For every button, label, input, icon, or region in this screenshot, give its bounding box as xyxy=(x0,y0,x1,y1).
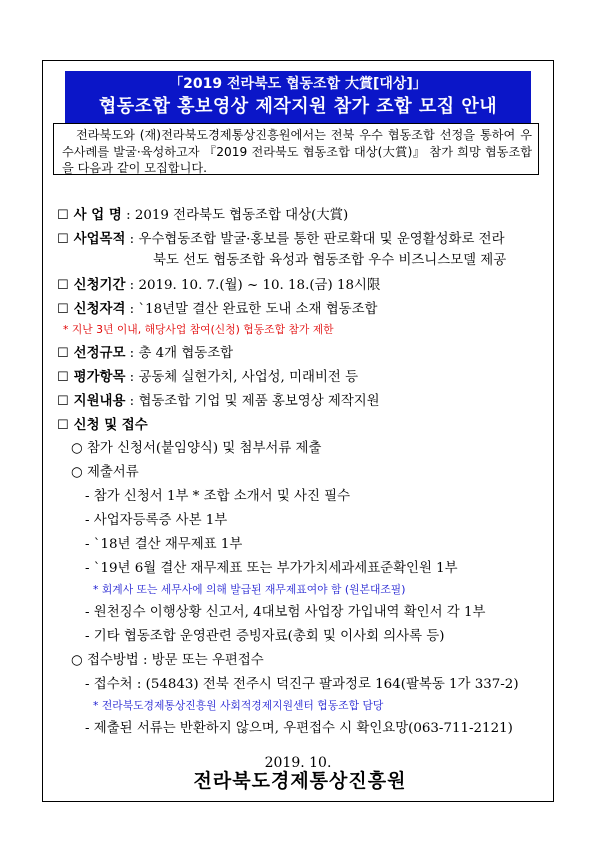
item-apply xyxy=(57,415,148,436)
return-note: - 제출된 서류는 반환하지 않으며, 우편접수 시 확인요망(063-711-2121) xyxy=(85,721,513,736)
doc-item: - `18년 결산 재무제표 1부 xyxy=(85,537,243,552)
doc-item: - 원천징수 이행상황 신고서, 4대보험 사업장 가입내역 확인서 각 1부 xyxy=(85,605,486,620)
qualification-note: * 지난 3년 이내, 해당사업 참여(신청) 협동조합 참가 제한 xyxy=(63,323,334,336)
item-qualification xyxy=(57,299,378,320)
item-value: : 공동체 실현가치, 사업성, 미래비전 등 xyxy=(129,370,359,385)
doc-item: - `19년 6월 결산 재무제표 또는 부가가치세과세표준확인원 1부 xyxy=(85,561,458,576)
item-period xyxy=(57,275,380,296)
item-label: 신청자격 xyxy=(73,301,126,317)
title-line-1: 「2019 전라북도 협동조합 大賞[대상]」 xyxy=(169,76,427,92)
checkbox-icon: ☐ xyxy=(57,302,69,317)
item-purpose xyxy=(57,229,505,250)
item-label: 사 업 명 xyxy=(73,207,122,223)
submission-address: - 접수처 : (54843) 전북 전주시 덕진구 팔과정로 164(팔복동 1가 337-2) xyxy=(85,677,519,692)
item-scale xyxy=(57,343,233,364)
item-criteria xyxy=(57,367,358,388)
checkbox-icon: ☐ xyxy=(57,370,69,385)
doc-item: - 참가 신청서 1부 * 조합 소개서 및 사진 필수 xyxy=(85,489,351,504)
apply-sub-1: ○ 참가 신청서(붙임양식) 및 첨부서류 제출 xyxy=(71,441,322,456)
doc-item: - 사업자등록증 사본 1부 xyxy=(85,513,228,528)
item-business-name xyxy=(57,205,348,226)
checkbox-icon: ☐ xyxy=(57,418,69,433)
item-value: : 2019 전라북도 협동조합 대상(大賞) xyxy=(126,208,349,223)
docs-note: * 회계사 또는 세무사에 의해 발급된 재무제표여야 함 (원본대조필) xyxy=(93,583,406,596)
apply-sub-2: ○ 제출서류 xyxy=(71,465,139,480)
item-label: 신청기간 xyxy=(73,277,126,293)
item-value: : 2019. 10. 7.(월) ~ 10. 18.(금) 18시限 xyxy=(129,278,381,293)
title-banner xyxy=(65,71,531,123)
item-label: 신청 및 접수 xyxy=(73,417,148,433)
checkbox-icon: ☐ xyxy=(57,346,69,361)
checkbox-icon: ☐ xyxy=(57,278,69,293)
item-label: 평가항목 xyxy=(73,369,126,385)
doc-item: - 기타 협동조합 운영관련 증빙자료(총회 및 이사회 의사록 등) xyxy=(85,629,445,644)
item-value: : 총 4개 협동조합 xyxy=(129,346,234,361)
checkbox-icon: ☐ xyxy=(57,232,69,247)
organization-name: 전라북도경제통상진흥원 xyxy=(193,770,407,792)
checkbox-icon: ☐ xyxy=(57,208,69,223)
item-value: : `18년말 결산 완료한 도내 소재 협동조합 xyxy=(129,302,378,317)
item-label: 사업목적 xyxy=(73,231,126,247)
checkbox-icon: ☐ xyxy=(57,394,69,409)
intro-box: 전라북도와 (재)전라북도경제통상진흥원에서는 전북 우수 협동조합 선정을 통하여 우수사례를 발굴·육성하고자 『2019 전라북도 협동조합 대상(大賞)』 참가 희망 협동조합을 다음과 같이 모집합니다. xyxy=(53,123,539,175)
item-label: 지원내용 xyxy=(73,393,126,409)
title-line-2: 협동조합 홍보영상 제작지원 참가 조합 모집 안내 xyxy=(98,96,498,117)
item-support xyxy=(57,391,380,412)
notice-frame xyxy=(42,60,554,802)
item-value: : 협동조합 기업 및 제품 홍보영상 제작지원 xyxy=(129,394,380,409)
item-purpose-cont: 북도 선도 협동조합 육성과 협동조합 우수 비즈니스모델 제공 xyxy=(153,253,507,268)
apply-sub-3: ○ 접수방법 : 방문 또는 우편접수 xyxy=(71,653,264,668)
item-value: : 우수협동조합 발굴·홍보를 통한 판로확대 및 운영활성화로 전라 xyxy=(129,232,505,247)
notice-date: 2019. 10. xyxy=(264,755,332,771)
address-note: * 전라북도경제통상진흥원 사회적경제지원센터 협동조합 담당 xyxy=(93,699,384,712)
item-label: 선정규모 xyxy=(73,345,126,361)
